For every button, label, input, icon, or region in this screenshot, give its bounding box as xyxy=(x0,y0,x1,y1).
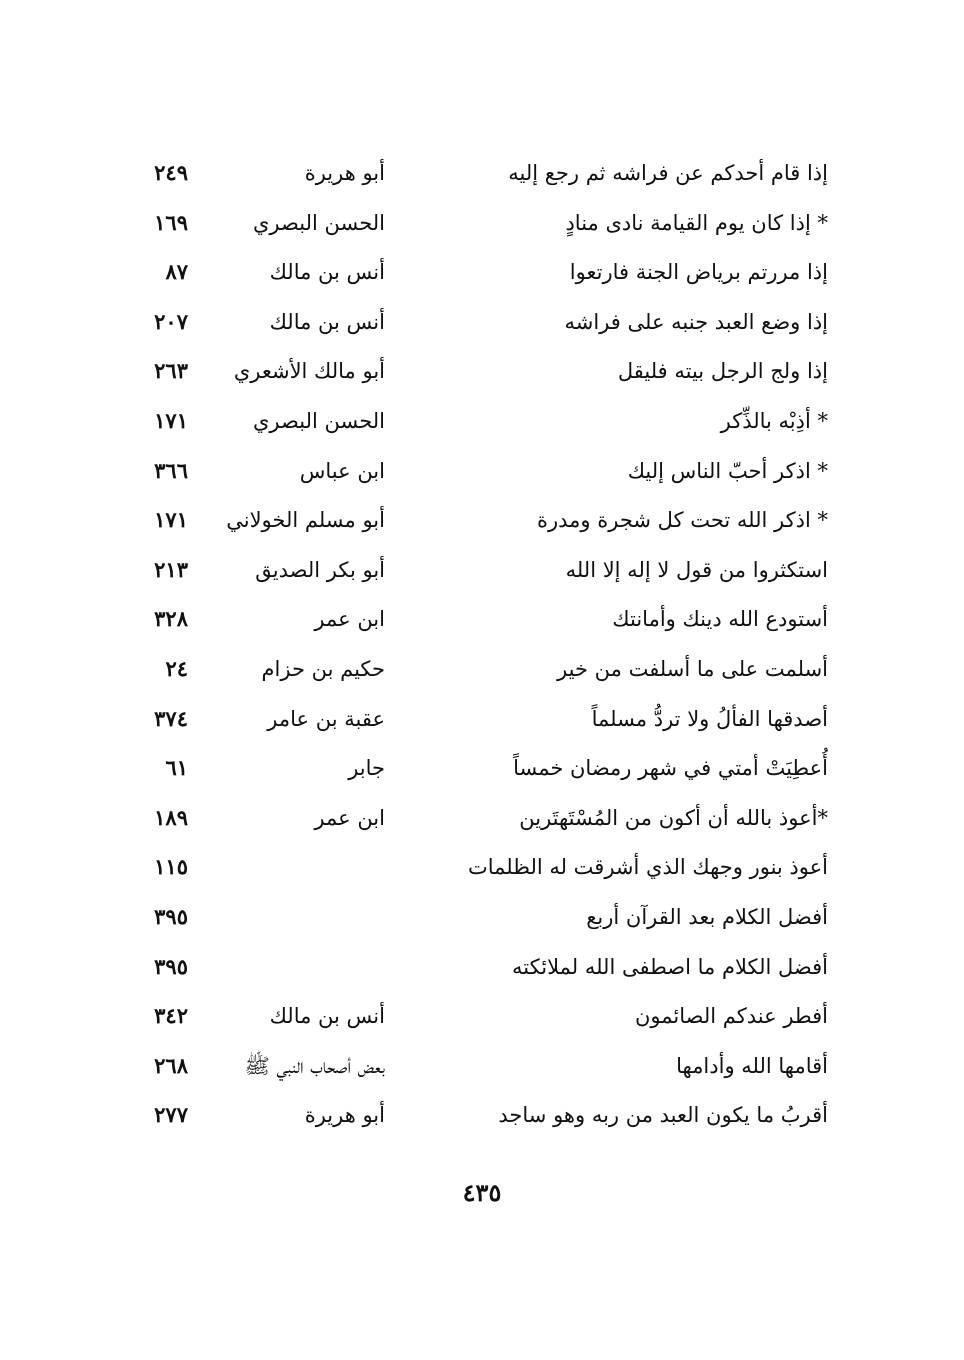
page-reference: ٣٩٥ xyxy=(154,953,188,979)
page-reference: ٢٦٣ xyxy=(154,358,188,384)
page-reference: ٣٤٢ xyxy=(154,1003,188,1029)
index-row xyxy=(120,694,840,744)
index-row xyxy=(120,1090,840,1140)
narrator-name: الحسن البصري xyxy=(253,408,385,433)
index-row xyxy=(120,297,840,347)
index-row xyxy=(120,446,840,496)
page-reference: ٢٠٧ xyxy=(154,308,188,334)
narrator-name: أبو بكر الصديق xyxy=(255,557,385,582)
narrator-name: عقبة بن عامر xyxy=(267,706,385,731)
index-row xyxy=(120,942,840,992)
page-reference: ٢١٣ xyxy=(154,556,188,582)
narrator-name: أنس بن مالك xyxy=(269,309,385,334)
hadith-text: أستودع الله دينك وأمانتك xyxy=(612,607,828,632)
hadith-text: إذا مررتم برياض الجنة فارتعوا xyxy=(569,260,828,285)
page-reference: ٨٧ xyxy=(165,259,188,285)
hadith-text: أصدقها الفألُ ولا تردُّ مسلماً xyxy=(591,706,828,731)
hadith-text: أفضل الكلام ما اصطفى الله لملائكته xyxy=(512,954,828,979)
narrator-name: أنس بن مالك xyxy=(269,1004,385,1029)
index-row xyxy=(120,793,840,843)
page-reference: ٢٤٩ xyxy=(154,160,188,185)
page-reference: ٦١ xyxy=(165,755,188,781)
narrator-name: أبو هريرة xyxy=(304,161,385,185)
hadith-text: أفضل الكلام بعد القرآن أربع xyxy=(586,904,828,929)
hadith-text: * أذِبْه بالذِّكر xyxy=(720,408,828,433)
narrator-name: أبو هريرة xyxy=(304,1103,385,1128)
hadith-text: إذا قام أحدكم عن فراشه ثم رجع إليه xyxy=(508,161,828,185)
narrator-name: أنس بن مالك xyxy=(269,260,385,285)
index-row xyxy=(120,991,840,1041)
hadith-index-table xyxy=(120,148,840,1140)
page-reference: ١٧١ xyxy=(154,407,188,433)
hadith-text: أفطر عندكم الصائمون xyxy=(635,1004,828,1029)
hadith-text: أعوذ بنور وجهك الذي أشرقت له الظلمات xyxy=(467,855,828,880)
index-row xyxy=(120,346,840,396)
hadith-text: إذا ولج الرجل بيته فليقل xyxy=(617,359,828,384)
index-row xyxy=(120,1041,840,1091)
narrator-name: أبو مالك الأشعري xyxy=(233,359,385,384)
page-reference: ٢٤ xyxy=(165,655,188,681)
hadith-text: أُعطِيَتْ أمتي في شهر رمضان خمساً xyxy=(513,756,828,781)
hadith-text: أقامها الله وأدامها xyxy=(676,1053,828,1078)
page-reference: ١٧١ xyxy=(154,507,188,533)
hadith-text: *أعوذ بالله أن أكون من المُسْتَهتَرين xyxy=(519,805,828,830)
narrator-name: حكيم بن حزام xyxy=(261,656,385,681)
page-reference: ١٨٩ xyxy=(154,804,188,830)
page-reference: ٢٦٨ xyxy=(154,1052,188,1078)
hadith-text: أسلمت على ما أسلفت من خير xyxy=(557,656,828,681)
index-row xyxy=(120,148,840,198)
index-row xyxy=(120,743,840,793)
narrator-name: ابن عباس xyxy=(299,458,385,483)
narrator-name: بعض أصحاب النبي ﷺ xyxy=(244,1053,385,1078)
page-reference: ٣٦٦ xyxy=(154,457,188,483)
page-reference: ٣٩٥ xyxy=(154,903,188,929)
hadith-text: استكثروا من قول لا إله إلا الله xyxy=(565,557,828,582)
page-reference: ٢٧٧ xyxy=(154,1102,188,1128)
narrator-name: ابن عمر xyxy=(314,607,385,632)
page-reference: ٣٧٤ xyxy=(154,705,188,731)
index-row xyxy=(120,594,840,644)
page-number: ٤٣٥ xyxy=(462,1178,502,1207)
hadith-text: * اذكر الله تحت كل شجرة ومدرة xyxy=(537,508,828,533)
index-row xyxy=(120,495,840,545)
index-row xyxy=(120,644,840,694)
hadith-text: * إذا كان يوم القيامة نادى منادٍ xyxy=(565,210,828,235)
hadith-text: أقربُ ما يكون العبد من ربه وهو ساجد xyxy=(498,1103,828,1128)
index-row xyxy=(120,892,840,942)
page-reference: ١١٥ xyxy=(154,854,188,880)
hadith-text: * اذكر أحبّ الناس إليك xyxy=(627,458,828,483)
index-row xyxy=(120,247,840,297)
narrator-name: الحسن البصري xyxy=(253,210,385,235)
narrator-name: أبو مسلم الخولاني xyxy=(226,508,385,533)
hadith-text: إذا وضع العبد جنبه على فراشه xyxy=(564,309,828,334)
page-reference: ٣٢٨ xyxy=(154,606,188,632)
index-row xyxy=(120,842,840,892)
index-row xyxy=(120,545,840,595)
index-row xyxy=(120,396,840,446)
index-row xyxy=(120,198,840,248)
narrator-name: ابن عمر xyxy=(314,805,385,830)
narrator-name: جابر xyxy=(348,756,385,781)
page-reference: ١٦٩ xyxy=(154,209,188,235)
